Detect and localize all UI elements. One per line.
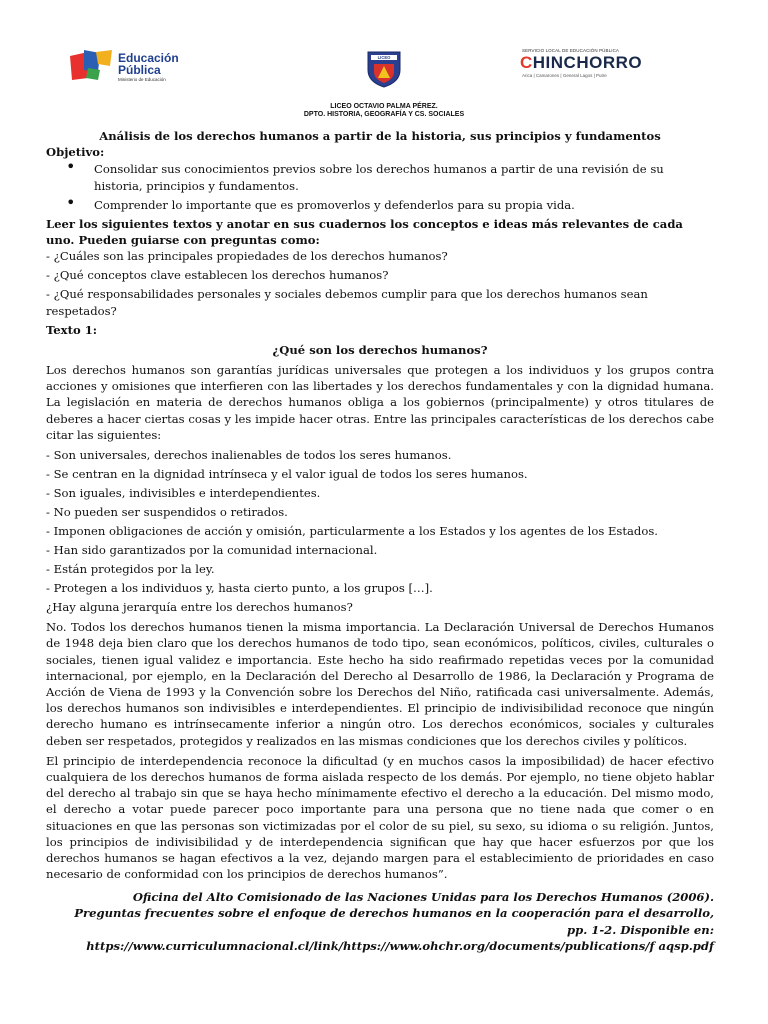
characteristic-item: - Están protegidos por la ley.	[46, 562, 215, 577]
characteristic-item: - Protegen a los individuos y, hasta cierto punto, a los grupos […].	[46, 581, 433, 596]
interdependence-paragraph: El principio de interdependencia reconoce la dificultad (y en muchos casos la imposibilidad) de hacer efectivo cualquiera de los derechos humanos de forma aislada respecto de los demás. Por ejemplo, no tiene objeto hablar del derecho al trabajo sin que se haya hecho mínimamente efectivo el derecho a la educación. Del mismo modo, el derecho a votar puede parecer poco importante para una persona que no tiene nada que comer o en situaciones en que las personas son victimizadas por el color de su piel, su sexo, su idioma o su religión. Juntos, los principios de indivisibilidad y de interdependencia significan que hay que hacer esfuerzos por que los derechos humanos se hagan efectivos a la vez, dejando margen para el establecimiento de prioridades en caso necesario de conformidad con los principios de derechos humanos”.	[46, 753, 714, 882]
document-body	[46, 128, 714, 955]
liceo-crest-icon	[362, 48, 406, 88]
text-title: ¿Qué son los derechos humanos?	[272, 342, 488, 357]
objectives-list	[46, 161, 714, 213]
logo-line2: Pública	[118, 63, 161, 77]
characteristic-item: - Se centran en la dignidad intrínseca y el valor igual de todos los seres humanos.	[46, 467, 528, 482]
instructions: Leer los siguientes textos y anotar en sus cuadernos los conceptos e ideas más relevantes de cada uno. Pueden guiarse con preguntas como:	[46, 217, 683, 248]
chinchorro-wordmark: CHINCHORRO	[520, 53, 643, 72]
educacion-publica-logo	[70, 48, 210, 84]
guide-question: - ¿Cuáles son las principales propiedades de los derechos humanos?	[46, 249, 448, 264]
characteristic-item: - Son universales, derechos inalienables de todos los seres humanos.	[46, 448, 452, 463]
intro-paragraph: Los derechos humanos son garantías jurídicas universales que protegen a los individuos y los grupos contra acciones y omisiones que interfieren con las libertades y los derechos fundamentales y con la dignidad humana. La legislación en materia de derechos humanos obliga a los gobiernos (principalmente) y otros titulares de deberes a hacer ciertas cosas y les impide hacer otras. Entre las principales características de los derechos cabe citar las siguientes:	[46, 363, 714, 442]
crest-label: LICEO	[377, 55, 391, 60]
logo-line1: Educación	[118, 51, 179, 65]
text-label: Texto 1:	[46, 322, 98, 337]
department-name: DPTO. HISTORIA, GEOGRAFÍA Y CS. SOCIALES	[303, 110, 465, 118]
school-name: LICEO OCTAVIO PALMA PÉREZ.	[330, 103, 438, 110]
objective-item: • Comprender lo importante que es promoverlos y defenderlos para su propia vida.	[94, 197, 714, 213]
characteristic-item: - Han sido garantizados por la comunidad internacional.	[46, 543, 378, 558]
colored-squares-icon	[70, 50, 112, 80]
objective-item: • Consolidar sus conocimientos previos sobre los derechos humanos a partir de una revisión de su historia, principios y fundamentos.	[94, 161, 714, 193]
document-title: Análisis de los derechos humanos a partir de la historia, sus principios y fundamentos	[99, 129, 661, 143]
objective-label: Objetivo:	[46, 145, 105, 160]
hierarchy-paragraph: No. Todos los derechos humanos tienen la misma importancia. La Declaración Universal de Derechos Humanos de 1948 deja bien claro que los derechos humanos de todo tipo, sean económicos, políticos, civiles, culturales o sociales, tienen igual validez e importancia. Este hecho ha sido reafirmado repetidas veces por la comunidad internacional, por ejemplo, en la Declaración del Derecho al Desarrollo de 1986, la Declaración y Programa de Acción de Viena de 1993 y la Convención sobre los Derechos del Niño, ratificada casi universalmente. Además, los derechos humanos son indivisibles e interdependientes. El principio de indivisibilidad reconoce que ningún derecho humano es intrínsecamente inferior a ningún otro. Los derechos económicos, sociales y culturales deben ser respetados, protegidos y realizados en las mismas condiciones que los derechos civiles y políticos.	[46, 620, 714, 748]
hierarchy-question: ¿Hay alguna jerarquía entre los derechos humanos?	[46, 600, 353, 615]
logo-line3: Ministerio de Educación	[118, 77, 166, 82]
characteristic-item: - Son iguales, indivisibles e interdependientes.	[46, 486, 321, 501]
guide-question: - ¿Qué responsabilidades personales y sociales debemos cumplir para que los derechos humanos sean respetados?	[46, 287, 648, 318]
characteristic-item: - No pueden ser suspendidos o retirados.	[46, 505, 288, 520]
chinchorro-communes: Arica | Camarones | General Lagos | Putre	[522, 73, 607, 78]
slep-label: SERVICIO LOCAL DE EDUCACIÓN PÚBLICA	[522, 48, 620, 53]
guide-question: - ¿Qué conceptos clave establecen los derechos humanos?	[46, 268, 389, 283]
source-citation: Oficina del Alto Comisionado de las Naciones Unidas para los Derechos Humanos (2006). Preguntas frecuentes sobre el enfoque de derechos humanos en la cooperación para el desarrollo, pp. 1-2. Disponible en: https://www.curriculumnacional.cl/link/https://www.ohchr.org/documents/publications/f aqsp.pdf	[74, 889, 714, 954]
characteristic-item: - Imponen obligaciones de acción y omisión, particularmente a los Estados y los agentes de los Estados.	[46, 524, 658, 539]
chinchorro-logo	[520, 48, 700, 84]
school-header	[0, 103, 768, 118]
